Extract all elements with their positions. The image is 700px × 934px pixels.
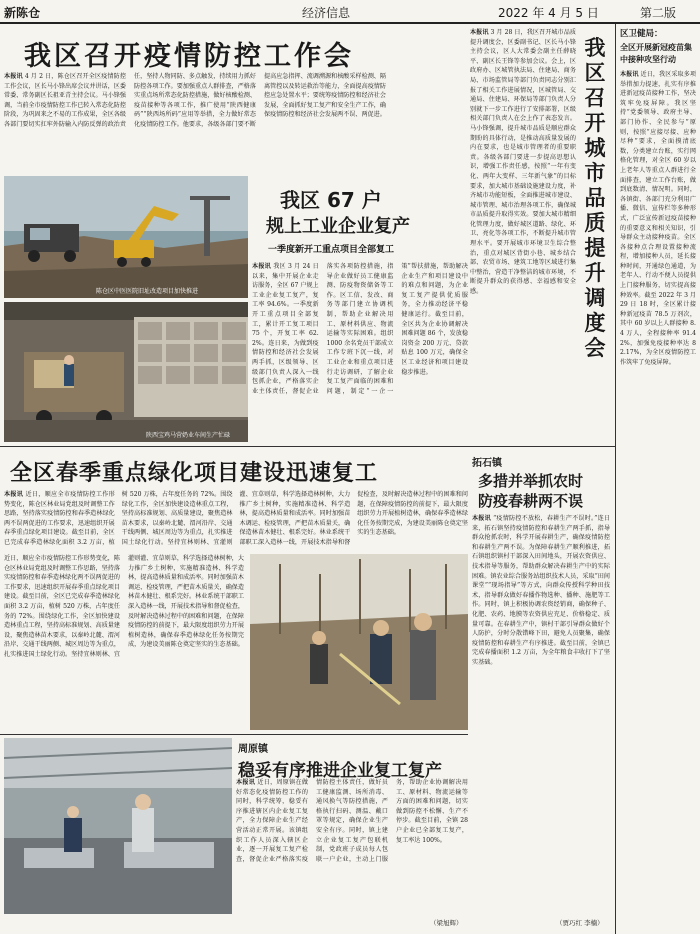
article5-text: “疫情防控不放松，春耕生产不误时。”连日来，拓石镇坚持疫情防控和春耕生产两手抓，指导群众抢抓农时，科学开展春耕生产，确保疫情防控和春耕生产两不误。为保障春耕生产顺利推进，拓石镇组织镇村干部深入田间地头，开展农资供应、技术指导等服务，帮助群众解决春耕生产中的实际困难。镇农业综合服务站组织技术人员，采取“田间课堂”“现场指导”等方式，向群众传授科学种田技术，指导群众做好春播作物选种、播种、施肥等工作。同时，镇上积极协调农资经销商，确保种子、化肥、农药、地膜等农资供应充足、价格稳定、质量可靠。在春耕生产中，镇村干部引导群众做好个人防护，分时分散错峰下田，避免人员聚集，确保疫情防控和春耕生产有序推进。截至目前，全镇已完成春播面积 1.2 万亩，为全年粮食丰收打下了坚实基础。 [472,515,610,666]
masthead-bar [0,0,700,24]
sidebar-body [620,70,696,930]
article5-title-b: 防疫春耕两不误 [478,492,584,510]
article4-title: 全区春季重点绿化项目建设迅速复工 [10,461,379,486]
sidebar-lead: 本报讯 [620,71,639,78]
article3-body [470,28,576,440]
article6-column-tag: 周原镇 [238,744,268,755]
article1-text: 4 月 2 日，陈仓区召开全区疫情防控工作会议，区长马小锋出席会议并讲话，区委常委、常务副区长祖亚青主持会议。马小锋强调，当前全市疫情防控工作已转入常态化防控阶段，为巩固来之不易的工作成果，全区各级各部门要切实扛牢外防输入内防反弹的政治责任，坚持人物同防、多点触发，持续用力抓好防控各项工作。要加强重点人群排查，严格落实重点场所常态化防控措施，做好核酸检测、疫苗接种等各项工作，推广使用“陕西健康码”“陕西场所码”应用等举措，全力做好常态化疫情防控工作。他要求，各级各部门要不断提高应急指挥、流调溯源和核酸采样检测、隔离管控以及转运救治等能力，全面提高疫情防控应急处置水平；要统筹疫情防控和经济社会发展，全面抓好复工复产和安全生产工作，确保疫情防控和经济社会发展两不误、两促进。 [4,73,386,128]
article1-lead: 本报讯 [4,73,23,80]
article6-body [236,778,468,916]
article2-body [252,262,468,440]
article3-title: 我区召开城市品质提升调度会 [584,36,606,360]
photo-construction [4,176,248,298]
article4-text-cont: 近日，顺应全市疫情防控工作形势变化，陈仓区林业局党组及时调整工作思路，坚持落实疫情防控和春季造林绿化两不误两促进的工作要求，迅速组织开展春季重点绿化项目建设。截至目前，全区已完成春季造林绿化面积 3.2 万亩，植树 520 万株，占年度任务的 72%。围绕绿化工作，全区加快建设造林重点工程，坚持高标准规划、高质量建设，聚焦造林苗木要求，以秦岭北麓、渭河沿岸、交通干线两侧、城区周边等为重点，扎实推进国土绿化行动。坚持宜林则林、宜灌则灌、宜草则草，科学选择造林树种，大力推广乡土树种，实施精准造林、科学造林，提高造林质量和成活率。同时加强苗木调运、检疫管理，严把苗木质量关，确保造林苗木健壮、根系完好。林业系统干部职工深入造林一线，开展技术指导和督促检查，及时解决造林过程中的困难和问题，在保障疫情防控的前提下，最大限度组织劳力开展植树造林，确保春季造林绿化任务按期完成，为建设美丽陈仓奠定坚实的生态基础。 [4,555,244,658]
article2-title-a: 我区 67 户 [280,188,382,212]
photo-factory [4,738,232,914]
article5-column-tag: 拓石镇 [472,458,502,469]
article5-author: （贾巧红 李楠） [556,919,604,927]
article3-lead: 本报讯 [470,29,489,36]
article6-text: 近日，周原镇在做好常态化疫情防控工作的同时，科学统筹，稳妥有序推进辖区内企业复工复产，全力保障企业生产经营活动正常开展。该镇组织工作人员深入辖区企业，逐一开展复工复产检查，督促企业严格落实疫情防控主体责任，做好员工健康监测、场所消毒、通风换气等防控措施，严格执行扫码、测温、戴口罩等规定，确保企业生产安全有序。同时，镇上建立企业复工复产包联机制，党政班子成员每人包联一户企业，主动上门服务，帮助企业协调解决用工、原材料、物流运输等方面的困难和问题，切实做到防控不松懈、生产不停步。截至目前，全镇 28 户企业已全部复工复产，复工率达 100%。 [236,779,468,863]
issue-date: 2022 年 4 月 5 日 [498,6,599,20]
article6-title: 稳妥有序推进企业复工复产 [238,761,442,781]
page-number: 第二版 [640,6,677,20]
section-name: 经济信息 [302,6,351,20]
article4-lead: 本报讯 [4,491,24,498]
article1-body [4,72,386,172]
sidebar-text: 近日，我区采取多项举措加力提速，扎实有序推进新冠疫苗接种工作，坚决筑牢免疫屏障。我区坚持“党委领导、政府主导、部门协作、全民参与”原则，按照“应接尽接、应种尽种”要求，全面摸清底数，分类建立台账，实行网格化管理，对全区 60 岁以上老年人等重点人群进行全面排查，建立工作台账，做到底数清、情况明。同时，各镇街、各部门充分利用广播、微信、宣传栏等多种形式，广泛宣传新冠疫苗接种的重要意义和相关知识，引导群众主动接种疫苗。全区各接种点合理设置接种流程，增加接种人员，延长接种时间，开通绿色通道，为老年人、行动不便人员提供上门接种服务，切实提高接种效率。截至 2022 年 3 月 29 日 18 时，全区累计接种新冠疫苗 78.5 万剂次，其中 60 岁以上人群接种 8.4 万人，全程接种率 91.42%，加强免疫接种率达 82.17%，为全区疫情防控工作筑牢了免疫屏障。 [620,71,696,366]
article5-lead: 本报讯 [472,515,491,522]
article6-lead: 本报讯 [236,779,256,786]
article2-text: 我区 3 月 24 日以来，集中开展企业走访服务，全区 67 户规上工业企业复工复产，复工率 94.6%。一季度新开工重点项目全部复工，累计开工复工项目 75 个，开复工率 62.2%。连日来，为做到疫情防控和经济社会发展两手抓，区级领导、区级部门负责人深入一线包抓企业，严格落实企业主体责任，督促企业落实各项防控措施，指导企业做好员工健康监测、防疫物资储备等工作。区工信、发改、商务等部门建立协调机制，帮助企业解决用工、原材料供应、物流运输等实际困难。组织 1000 余名党员干部成立工作专班下沉一线，对工业企业和重点项目进行走访调研，了解企业复工复产面临的困难和问题，制定“一企一策”帮扶措施，帮助解决企业生产和项目建设中的难点和问题，为企业复工复产提供优质服务，全力推动经济平稳健康运行。截至目前，全区共为企业协调解决困难问题 86 个，发放稳岗资金 200 万元、贷款贴息 100 万元，确保全区工业经济和项目建设稳步推进。 [252,263,468,395]
article4-body-bottom [4,554,244,730]
sidebar-title: 全区开展新冠疫苗集中接种攻坚行动 [620,43,692,64]
article4-body-top [4,490,468,550]
photo1-caption: 陈仓区中医医院旧址改造项目加快推进 [96,288,199,295]
photo2-caption: 陕西宝鸡马营奶业车间生产忙碌 [146,432,231,439]
article4-text: 近日，顺应全市疫情防控工作形势变化，陈仓区林业局党组及时调整工作思路，坚持落实疫情防控和春季造林绿化两不误两促进的工作要求，迅速组织开展春季重点绿化项目建设。截至目前，全区已完成春季造林绿化面积 3.2 万亩，植树 520 万株，占年度任务的 72%。围绕绿化工作，全区加快建设造林重点工程，坚持高标准规划、高质量建设，聚焦造林苗木要求，以秦岭北麓、渭河沿岸、交通干线两侧、城区周边等为重点，扎实推进国土绿化行动。坚持宜林则林、宜灌则灌、宜草则草，科学选择造林树种，大力推广乡土树种，实施精准造林、科学造林，提高造林质量和成活率。同时加强苗木调运、检疫管理，严把苗木质量关，确保造林苗木健壮、根系完好。林业系统干部职工深入造林一线，开展技术指导和督促检查，及时解决造林过程中的困难和问题，在保障疫情防控的前提下，最大限度组织劳力开展植树造林，确保春季造林绿化任务按期完成，为建设美丽陈仓奠定坚实的生态基础。 [4,491,468,546]
section-divider-2 [0,734,468,735]
photo-warehouse [4,302,248,442]
article6-author: （梁旭辉） [430,919,463,927]
article2-subtitle: 一季度新开工重点项目全部复工 [268,245,395,255]
photo-tree-planting [250,554,468,730]
article5-title-a: 多措并举抓农时 [478,472,584,490]
article1-title: 我区召开疫情防控工作会 [24,41,354,72]
section-divider-1 [0,446,615,447]
article2-lead: 本报讯 [252,263,272,270]
article2-title-b: 规上工业企业复产 [266,216,410,237]
sidebar-divider [615,24,616,934]
article5-body [472,514,610,914]
sidebar-tag: 区卫健局： [620,29,663,39]
article3-text: 3 月 28 日，我区召开城市品质提升调度会，区委副书记、区长马小锋主持会议，区人大常委会副主任薛晓平、副区长王锋等参加会议。会上，区政府办、区城管执法局、住建局、商务局、市场监管局等部门负责同志分别汇报了相关工作进展情况，区城管局、交通局、住建局、环保局等部门负责人分别就下一步工作进行了安排部署，区级相关部门负责人在会上作了表态发言。马小锋强调，提升城市品质是顺应群众期盼的具体行动，是推动高质量发展的内在要求，也是城市管理者的重要职责。各级各部门要进一步提高思想认识，增强工作责任感，按照“一年有变化、两年大变样、三年新气象”的目标要求，加大城市基础设施建设力度，补齐城市功能短板，全面推进城市建设、城市管理、城市治理各项工作，确保城市品质提升取得实效。要加大城市精细化管理力度，做好城区道路、绿化、环卫、亮化等各项工作，不断提升城市管理水平。要开展城市环境卫生综合整治，重点对城区背街小巷、城乡结合部、农贸市场、建筑工地等区域进行集中整治，营造干净整洁的城市环境，不断提升群众的获得感、幸福感和安全感。 [470,29,576,296]
paper-name: 新陈仓 [4,6,41,20]
